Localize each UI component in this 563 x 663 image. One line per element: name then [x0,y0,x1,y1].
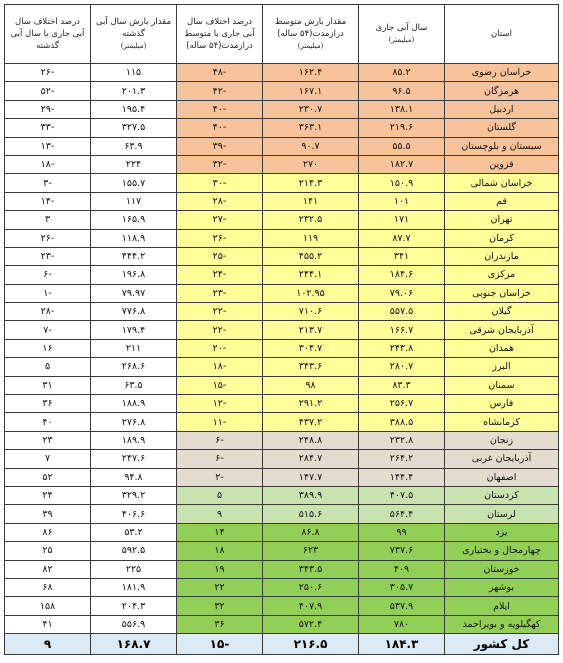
table-row [5,395,559,413]
cell-diff-previous: ۸۲ [5,560,91,578]
cell-province: سیستان و بلوچستان [445,137,559,155]
cell-diff-average: -۱۸ [177,358,263,376]
cell-current: ۲۵۶.۷ [359,395,445,413]
header-previous-unit: (میلیمتر) [120,42,147,50]
cell-province: آذربایجان غربی [445,450,559,468]
cell-province: یزد [445,523,559,541]
cell-diff-previous: ۷ [5,450,91,468]
table-row [5,229,559,247]
cell-average: ۱۴۷.۷ [263,468,359,486]
cell-diff-previous: ۲۵ [5,542,91,560]
cell-diff-average: -۶ [177,450,263,468]
header-diff-previous: درصد اختلاف سال آبی جاری با سال آبی گذشته [5,5,91,64]
cell-previous: ۶۳.۹ [91,137,177,155]
table-row [5,174,559,192]
cell-diff-previous: ۳۹ [5,505,91,523]
cell-current: ۲۳۲.۸ [359,431,445,449]
cell-province: هرمزگان [445,82,559,100]
cell-diff-previous: -۲۹ [5,100,91,118]
cell-previous: ۱۹۶.۸ [91,266,177,284]
cell-province: لرستان [445,505,559,523]
table-row [5,247,559,265]
cell-current: ۳۰۵.۷ [359,578,445,596]
cell-province: خراسان رضوی [445,64,559,82]
table-row [5,486,559,504]
cell-current: ۲۴۳.۸ [359,339,445,357]
cell-diff-previous: -۱۸ [5,155,91,173]
cell-diff-previous: -۲۸ [5,303,91,321]
table-row [5,266,559,284]
cell-province: مازندران [445,247,559,265]
cell-previous: ۲۴۷.۶ [91,450,177,468]
cell-previous: ۲۰۱.۳ [91,82,177,100]
cell-diff-average: -۲۴ [177,266,263,284]
cell-diff-average: -۲۲ [177,321,263,339]
cell-diff-average: -۲۸ [177,192,263,210]
cell-current: ۲۱۹.۶ [359,119,445,137]
cell-diff-previous: -۱۳ [5,137,91,155]
table-row [5,137,559,155]
table-row [5,64,559,82]
cell-current: ۹۶.۵ [359,82,445,100]
header-row [5,5,559,64]
total-label: کل کشور [445,634,559,655]
table-row [5,211,559,229]
cell-diff-previous: -۳۳ [5,119,91,137]
cell-average: ۲۴۸.۸ [263,431,359,449]
table-row [5,450,559,468]
cell-previous: ۲۱۱ [91,339,177,357]
cell-province: قم [445,192,559,210]
cell-current: ۲۶۴.۲ [359,450,445,468]
header-average-unit: (میلیمتر) [297,42,324,50]
cell-diff-average: ۳۲ [177,597,263,615]
cell-current: ۵۶۴.۴ [359,505,445,523]
cell-province: ایلام [445,597,559,615]
cell-average: ۳۶۳.۱ [263,119,359,137]
cell-average: ۲۸۴.۷ [263,450,359,468]
table-row [5,321,559,339]
table-row [5,192,559,210]
cell-diff-average: -۲۷ [177,211,263,229]
cell-diff-average: -۱۱ [177,413,263,431]
table-row [5,155,559,173]
cell-average: ۵۱۵.۶ [263,505,359,523]
cell-province: فارس [445,395,559,413]
cell-province: کهگیلویه و بویراحمد [445,615,559,633]
cell-province: آذربایجان شرقی [445,321,559,339]
cell-previous: ۴۴۴.۲ [91,247,177,265]
cell-average: ۴۰۷.۹ [263,597,359,615]
cell-average: ۳۴۳.۵ [263,560,359,578]
cell-province: کردستان [445,486,559,504]
cell-province: قزوین [445,155,559,173]
cell-previous: ۲۶۸.۶ [91,358,177,376]
cell-diff-previous: -۷ [5,321,91,339]
cell-diff-average: -۴۲ [177,82,263,100]
cell-previous: ۷۹.۹۷ [91,284,177,302]
cell-average: ۳۴۳.۶ [263,358,359,376]
cell-diff-average: -۳۹ [177,137,263,155]
cell-previous: ۴۰۶.۶ [91,505,177,523]
cell-average: ۲۷۰ [263,155,359,173]
table-row [5,523,559,541]
cell-current: ۸۳.۳ [359,376,445,394]
cell-diff-previous: -۶ [5,266,91,284]
cell-previous: ۱۶۵.۹ [91,211,177,229]
cell-diff-average: -۲۳ [177,284,263,302]
cell-previous: ۳۲۷.۵ [91,119,177,137]
cell-diff-average: ۳۶ [177,615,263,633]
cell-average: ۱۴۱ [263,192,359,210]
cell-previous: ۱۱۸.۹ [91,229,177,247]
cell-average: ۲۳۲.۵ [263,211,359,229]
table-row [5,119,559,137]
cell-average: ۳۸۹.۹ [263,486,359,504]
cell-current: ۳۸۸.۵ [359,413,445,431]
cell-current: ۵۳۷.۹ [359,597,445,615]
cell-average: ۱۱۹ [263,229,359,247]
cell-previous: ۱۸۹.۹ [91,431,177,449]
header-average: مقدار بارش متوسط درازمدت(۵۴ ساله) (میلیمتر) [263,5,359,64]
cell-province: البرز [445,358,559,376]
table-row [5,358,559,376]
total-previous: ۱۶۸.۷ [91,634,177,655]
cell-average: ۹۰.۷ [263,137,359,155]
cell-diff-previous: -۵۲ [5,82,91,100]
cell-current: ۷۳۷.۶ [359,542,445,560]
cell-diff-average: -۲ [177,468,263,486]
table-row [5,505,559,523]
table-row [5,339,559,357]
cell-diff-average: ۵ [177,486,263,504]
cell-previous: ۱۸۱.۹ [91,578,177,596]
cell-current: ۷۹.۰۶ [359,284,445,302]
table-row [5,468,559,486]
table-row [5,597,559,615]
cell-average: ۶۲۳ [263,542,359,560]
cell-average: ۴۵۵.۲ [263,247,359,265]
cell-diff-previous: ۸۶ [5,523,91,541]
table-row [5,578,559,596]
cell-average: ۴۳۷.۲ [263,413,359,431]
cell-previous: ۱۱۷ [91,192,177,210]
rainfall-table [4,4,559,655]
cell-previous: ۶۳.۵ [91,376,177,394]
cell-average: ۱۶۷.۱ [263,82,359,100]
cell-province: تهران [445,211,559,229]
table-row [5,542,559,560]
cell-average: ۲۱۳.۷ [263,321,359,339]
cell-current: ۵۵.۵ [359,137,445,155]
cell-province: مرکزی [445,266,559,284]
cell-diff-previous: ۳۶ [5,395,91,413]
table-row [5,100,559,118]
cell-diff-previous: -۳ [5,174,91,192]
table-row [5,615,559,633]
cell-average: ۲۱۴.۳ [263,174,359,192]
table-row [5,376,559,394]
cell-current: ۳۴۱ [359,247,445,265]
total-current: ۱۸۴.۳ [359,634,445,655]
cell-diff-previous: ۱۵۸ [5,597,91,615]
cell-previous: ۲۷۶.۸ [91,413,177,431]
cell-diff-previous: -۲۳ [5,247,91,265]
cell-previous: ۵۹۲.۵ [91,542,177,560]
cell-diff-average: -۱۵ [177,376,263,394]
cell-current: ۷۸۰ [359,615,445,633]
cell-previous: ۲۲۴ [91,155,177,173]
cell-current: ۸۵.۲ [359,64,445,82]
cell-average: ۸۶.۸ [263,523,359,541]
cell-diff-previous: ۶۸ [5,578,91,596]
cell-diff-previous: -۲۶ [5,229,91,247]
total-diff-previous: ۹ [5,634,91,655]
cell-current: ۱۸۲.۷ [359,155,445,173]
cell-previous: ۱۹۵.۴ [91,100,177,118]
cell-previous: ۵۳.۲ [91,523,177,541]
cell-diff-average: -۱۲ [177,395,263,413]
cell-current: ۸۷.۷ [359,229,445,247]
cell-diff-previous: ۳ [5,211,91,229]
cell-average: ۲۳۰.۷ [263,100,359,118]
cell-previous: ۳۲۹.۲ [91,486,177,504]
cell-current: ۲۸۰.۷ [359,358,445,376]
cell-current: ۴۰۷.۵ [359,486,445,504]
cell-province: همدان [445,339,559,357]
cell-diff-average: ۱۴ [177,523,263,541]
cell-current: ۵۵۷.۵ [359,303,445,321]
cell-diff-average: ۱۹ [177,560,263,578]
header-diff-average: درصد اختلاف سال آبی جاری با متوسط درازمدت(۵۴ ساله) [177,5,263,64]
cell-province: بوشهر [445,578,559,596]
cell-diff-average: -۶ [177,431,263,449]
cell-previous: ۱۷۹.۴ [91,321,177,339]
table-row [5,413,559,431]
cell-province: خراسان جنوبی [445,284,559,302]
cell-province: کرمان [445,229,559,247]
cell-diff-average: -۲۲ [177,303,263,321]
cell-average: ۲۴۴.۱ [263,266,359,284]
cell-diff-previous: ۲۳ [5,431,91,449]
cell-province: چهارمحال و بختیاری [445,542,559,560]
cell-diff-previous: -۲۶ [5,64,91,82]
cell-current: ۹۹ [359,523,445,541]
cell-diff-previous: -۱۴ [5,192,91,210]
cell-previous: ۱۵۵.۷ [91,174,177,192]
cell-previous: ۲۰۴.۳ [91,597,177,615]
cell-average: ۱۶۲.۴ [263,64,359,82]
cell-diff-previous: ۴۱ [5,615,91,633]
total-average: ۲۱۶.۵ [263,634,359,655]
header-previous: مقدار بارش سال آبی گذشته (میلیمتر) [91,5,177,64]
cell-diff-average: -۳۲ [177,155,263,173]
cell-diff-previous: ۵ [5,358,91,376]
cell-current: ۱۰۱ [359,192,445,210]
cell-diff-average: -۴۰ [177,100,263,118]
header-province: استان [445,5,559,64]
cell-current: ۱۴۴.۴ [359,468,445,486]
cell-diff-average: -۲۵ [177,247,263,265]
cell-average: ۱۰۲.۹۵ [263,284,359,302]
cell-province: خراسان شمالی [445,174,559,192]
cell-average: ۷۱۰.۶ [263,303,359,321]
cell-diff-previous: -۱ [5,284,91,302]
table-row [5,560,559,578]
cell-current: ۱۷۱ [359,211,445,229]
cell-previous: ۱۸۸.۹ [91,395,177,413]
cell-previous: ۲۲۵ [91,560,177,578]
cell-diff-average: -۲۶ [177,229,263,247]
table-row [5,284,559,302]
cell-previous: ۷۷۶.۸ [91,303,177,321]
header-current: سال آبی جاری (میلیمتر) [359,5,445,64]
table-row [5,303,559,321]
cell-province: زنجان [445,431,559,449]
cell-current: ۱۵۰.۹ [359,174,445,192]
cell-current: ۱۳۸.۱ [359,100,445,118]
cell-province: کرمانشاه [445,413,559,431]
cell-average: ۲۹۱.۲ [263,395,359,413]
cell-diff-average: -۴۰ [177,119,263,137]
cell-diff-average: ۹ [177,505,263,523]
cell-average: ۳۰۴.۷ [263,339,359,357]
cell-diff-average: ۱۸ [177,542,263,560]
cell-diff-average: -۲۰ [177,339,263,357]
cell-diff-average: -۳۰ [177,174,263,192]
cell-average: ۵۷۲.۴ [263,615,359,633]
cell-previous: ۵۵۶.۹ [91,615,177,633]
cell-diff-previous: ۳۱ [5,376,91,394]
cell-previous: ۱۱۵ [91,64,177,82]
cell-diff-average: ۲۲ [177,578,263,596]
cell-average: ۲۵۰.۶ [263,578,359,596]
cell-province: خوزستان [445,560,559,578]
rainfall-table-container [4,4,558,655]
cell-province: اردبیل [445,100,559,118]
cell-current: ۱۸۴.۶ [359,266,445,284]
cell-diff-previous: ۱۶ [5,339,91,357]
cell-diff-previous: ۲۴ [5,486,91,504]
cell-diff-average: -۴۸ [177,64,263,82]
cell-average: ۹۸ [263,376,359,394]
cell-province: گلستان [445,119,559,137]
cell-province: سمنان [445,376,559,394]
total-row [5,634,559,655]
cell-previous: ۹۴.۸ [91,468,177,486]
cell-current: ۱۶۶.۷ [359,321,445,339]
cell-province: گیلان [445,303,559,321]
cell-diff-previous: ۵۲ [5,468,91,486]
cell-current: ۴۰۹ [359,560,445,578]
cell-province: اصفهان [445,468,559,486]
table-row [5,431,559,449]
total-diff-average: -۱۵ [177,634,263,655]
cell-diff-previous: ۴۰ [5,413,91,431]
header-current-unit: (میلیمتر) [388,36,415,44]
table-row [5,82,559,100]
